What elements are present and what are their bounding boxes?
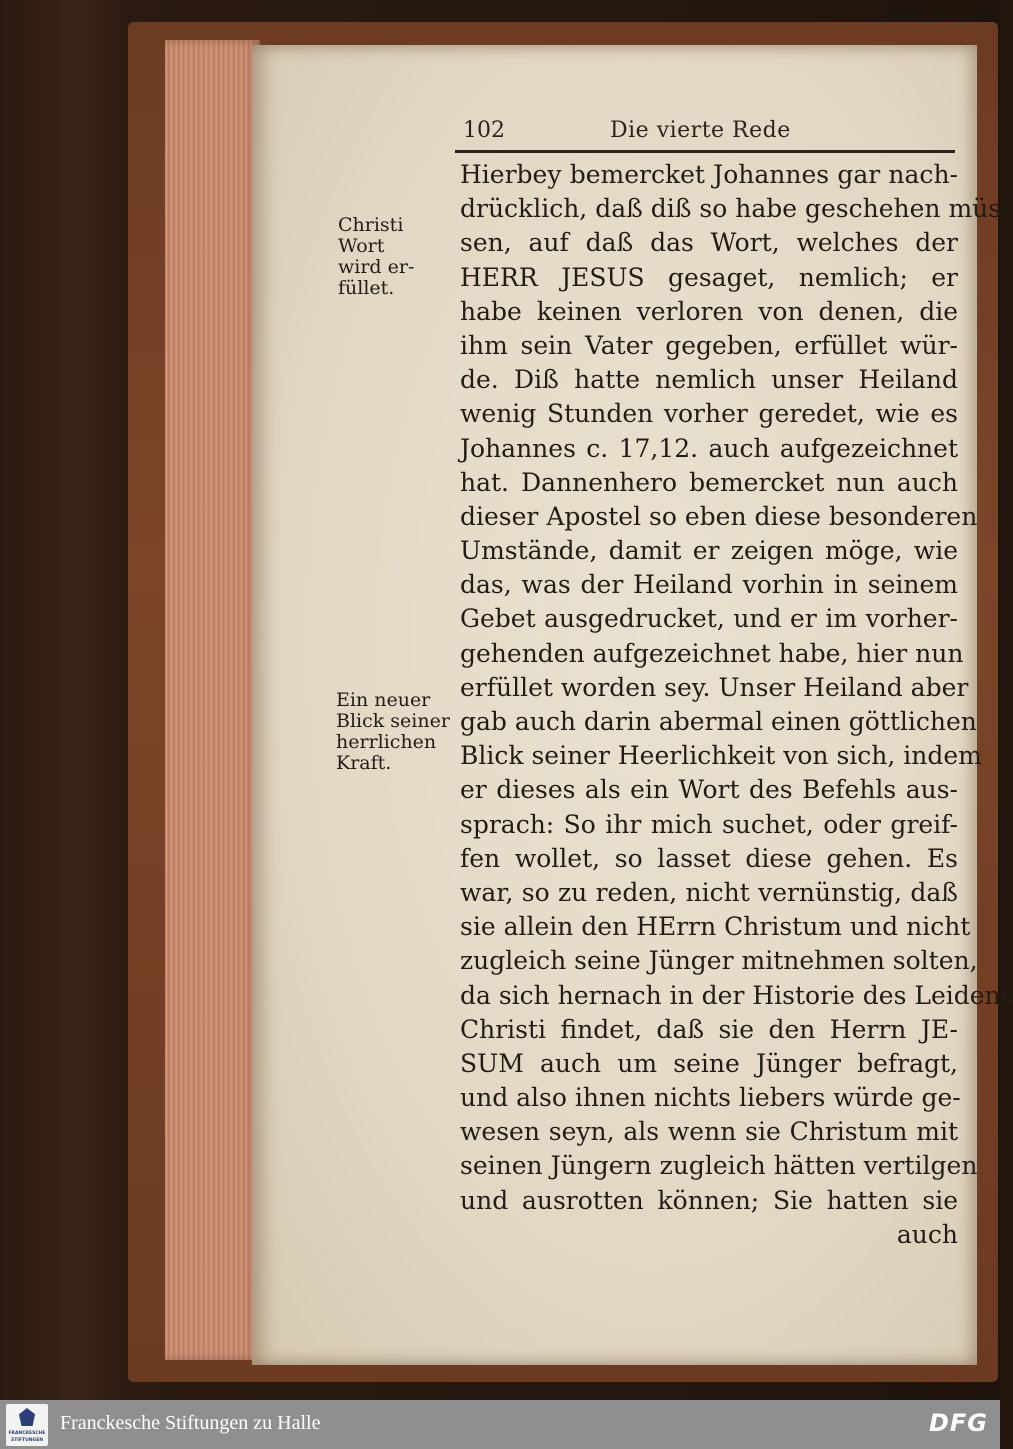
page-number: 102 (463, 118, 505, 143)
text-line: habe keinen verloren von denen, die (460, 296, 958, 326)
dfg-logo[interactable]: DFG (928, 1409, 988, 1437)
orphanage-emblem-icon (19, 1408, 35, 1426)
marginal-note-line: Blick seiner (336, 710, 450, 732)
institution-name[interactable]: Franckesche Stiftungen zu Halle (60, 1412, 321, 1434)
text-line: sie allein den HErrn Christum und nicht (460, 912, 971, 942)
marginal-note-line: Kraft. (336, 752, 392, 774)
text-line: gehenden aufgezeichnet habe, hier nun (460, 638, 964, 668)
logo-text: STIFTUNGEN (10, 1438, 44, 1443)
text-line: Hierbey bemercket Johannes gar nach- (460, 160, 958, 189)
header-rule (455, 150, 955, 153)
text-line: Johannes c. 17,12. auch aufgezeichnet (460, 433, 958, 463)
viewer-footer (0, 1400, 1000, 1449)
text-line: und also ihnen nichts liebers würde ge- (460, 1083, 961, 1113)
text-line: wenig Stunden vorher geredet, wie es (460, 399, 958, 429)
text-line: hat. Dannenhero bemercket nun auch (460, 467, 958, 497)
text-line: er dieses als ein Wort des Befehls aus- (460, 775, 958, 805)
marginal-note-line: wird er- (338, 256, 415, 278)
text-line: fen wollet, so lasset diese gehen. Es (460, 843, 958, 873)
text-line: das, was der Heiland vorhin in seinem (460, 570, 958, 600)
text-line: seinen Jüngern zugleich hätten vertilgen (460, 1151, 978, 1181)
text-line: gab auch darin abermal einen göttlichen (460, 707, 977, 736)
text-line: sen, auf daß das Wort, welches der (460, 228, 958, 258)
text-line: dieser Apostel so eben diese besonderen (460, 501, 978, 531)
text-line: war, so zu reden, nicht vernünstig, daß (460, 877, 958, 907)
text-line: und ausrotten können; Sie hatten sie (460, 1185, 958, 1215)
text-line: erfüllet worden sey. Unser Heiland aber (460, 672, 969, 702)
text-line: drücklich, daß diß so habe geschehen müs- (460, 194, 1010, 224)
institution-logo[interactable] (6, 1404, 48, 1446)
marginal-note-line: Wort (338, 235, 385, 257)
text-line: HERR JESUS gesaget, nemlich; er (460, 262, 958, 292)
text-line: Blick seiner Heerlichkeit von sich, indem (460, 741, 982, 771)
body-text (460, 158, 1013, 1252)
text-line: zugleich seine Jünger mitnehmen solten, (460, 946, 978, 976)
marginal-note-line: füllet. (338, 277, 395, 299)
marginal-note-line: Ein neuer (336, 689, 431, 711)
marginal-note (336, 689, 450, 774)
text-line: sprach: So ihr mich suchet, oder greif- (460, 809, 958, 839)
text-line: da sich hernach in der Historie des Leidens (460, 980, 1013, 1010)
text-line: de. Diß hatte nemlich unser Heiland (460, 365, 958, 395)
running-title: Die vierte Rede (610, 118, 791, 143)
text-line: ihm sein Vater gegeben, erfüllet wür- (460, 330, 958, 360)
text-line: Umstände, damit er zeigen möge, wie (460, 536, 958, 566)
text-line: SUM auch um seine Jünger befragt, (460, 1048, 958, 1078)
catchword: auch (896, 1219, 958, 1249)
text-line: Christi findet, daß sie den Herrn JE- (460, 1014, 958, 1044)
marginal-note-line: Christi (338, 214, 404, 236)
text-line: Gebet ausgedrucket, und er im vorher- (460, 604, 958, 634)
marginal-note-line: herrlichen (336, 731, 437, 753)
page-edges (165, 40, 260, 1360)
page-header (455, 112, 955, 150)
marginal-note (338, 215, 448, 299)
logo-text: FRANCKESCHE (8, 1431, 46, 1436)
text-line: wesen seyn, als wenn sie Christum mit (460, 1117, 958, 1147)
